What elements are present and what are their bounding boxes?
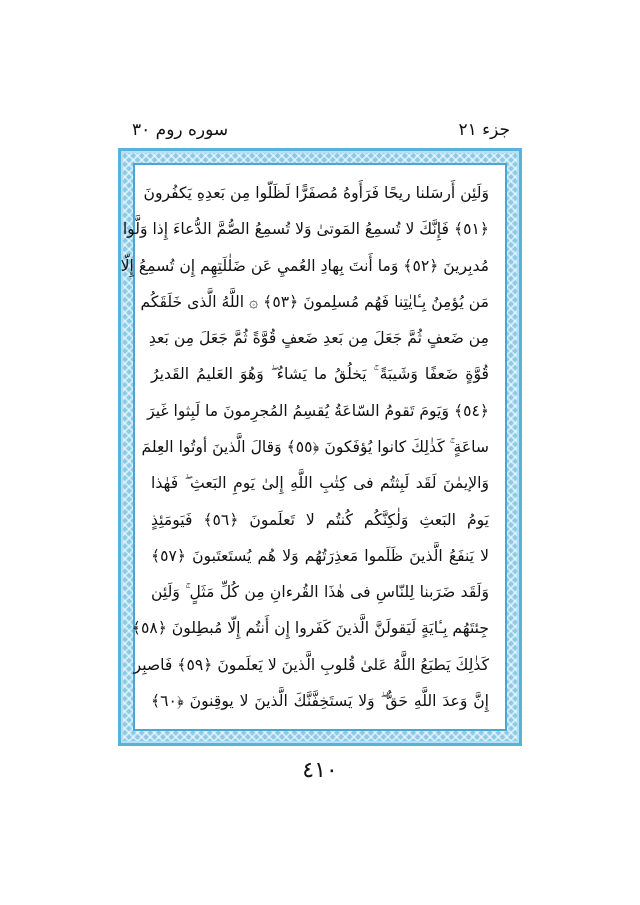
text-line: ﴿٥١﴾ فَإِنَّكَ لا تُسمِعُ المَوتىٰ وَلا تُسمِعُ الصُّمَّ الدُّعاءَ إِذا وَلَّوا <box>122 220 489 239</box>
text-line: لا يَنفَعُ الَّذينَ ظَلَموا مَعذِرَتُهُم وَلا هُم يُستَعتَبونَ ﴿٥٧﴾ <box>151 546 489 565</box>
text-line: ساعَةٍ ۚ كَذٰلِكَ كانوا يُؤفَكونَ ﴿٥٥﴾ وَقالَ الَّذينَ أوتُوا العِلمَ <box>141 437 489 456</box>
ornamental-frame <box>118 148 522 746</box>
text-line: قُوَّةٍ ضَعفًا وَشَيبَةً ۚ يَخلُقُ ما يَشاءُ ۖ وَهُوَ العَليمُ القَديرُ <box>151 365 489 384</box>
text-line: وَالإيمٰنَ لَقَد لَبِثتُم فى كِتٰبِ اللَّهِ إِلىٰ يَومِ البَعثِ ۖ فَهٰذا <box>151 474 489 493</box>
juz-label: جزء ٢١ <box>458 120 510 140</box>
text-line: إِنَّ وَعدَ اللَّهِ حَقٌّ ۖ وَلا يَستَخِفَّنَّكَ الَّذينَ لا يوقِنونَ ﴿٦٠﴾ <box>151 691 489 710</box>
text-line: كَذٰلِكَ يَطبَعُ اللَّهُ عَلىٰ قُلوبِ الَّذينَ لا يَعلَمونَ ﴿٥٩﴾ فَاصبِر <box>133 655 489 674</box>
page-header <box>132 118 510 142</box>
text-line: مُدبِرينَ ﴿٥٢﴾ وَما أَنتَ بِهادِ العُميِ عَن ضَلٰلَتِهِم إِن تُسمِعُ إِلّا <box>120 256 489 275</box>
text-line: وَلَقَد ضَرَبنا لِلنّاسِ فى هٰذَا القُرءانِ مِن كُلِّ مَثَلٍ ۚ وَلَئِن <box>151 583 489 602</box>
text-line: وَلَئِن أَرسَلنا ريحًا فَرَأَوهُ مُصفَرًّا لَظَلّوا مِن بَعدِهِ يَكفُرونَ <box>143 184 489 202</box>
text-line: يَومُ البَعثِ وَلٰكِنَّكُم كُنتُم لا تَعلَمونَ ﴿٥٦﴾ فَيَومَئِذٍ <box>151 510 489 529</box>
text-line: جِئتَهُم بِـٔايَةٍ لَيَقولَنَّ الَّذينَ كَفَروا إِن أَنتُم إِلّا مُبطِلونَ ﴿٥٨﴾ <box>131 619 489 638</box>
quran-text <box>120 179 489 715</box>
page-number: ٤١٠ <box>302 758 338 783</box>
surah-label: سوره روم ٣٠ <box>132 120 229 140</box>
text-line: ﴿٥٤﴾ وَيَومَ تَقومُ السّاعَةُ يُقسِمُ المُجرِمونَ ما لَبِثوا غَيرَ <box>147 401 489 420</box>
text-panel <box>120 163 507 731</box>
text-line: مَن يُؤمِنُ بِـٔايٰتِنا فَهُم مُسلِمونَ ﴿٥٣﴾ ۞ اللَّهُ الَّذى خَلَقَكُم <box>140 292 489 311</box>
text-line: مِن ضَعفٍ ثُمَّ جَعَلَ مِن بَعدِ ضَعفٍ قُوَّةً ثُمَّ جَعَلَ مِن بَعدِ <box>148 329 489 348</box>
